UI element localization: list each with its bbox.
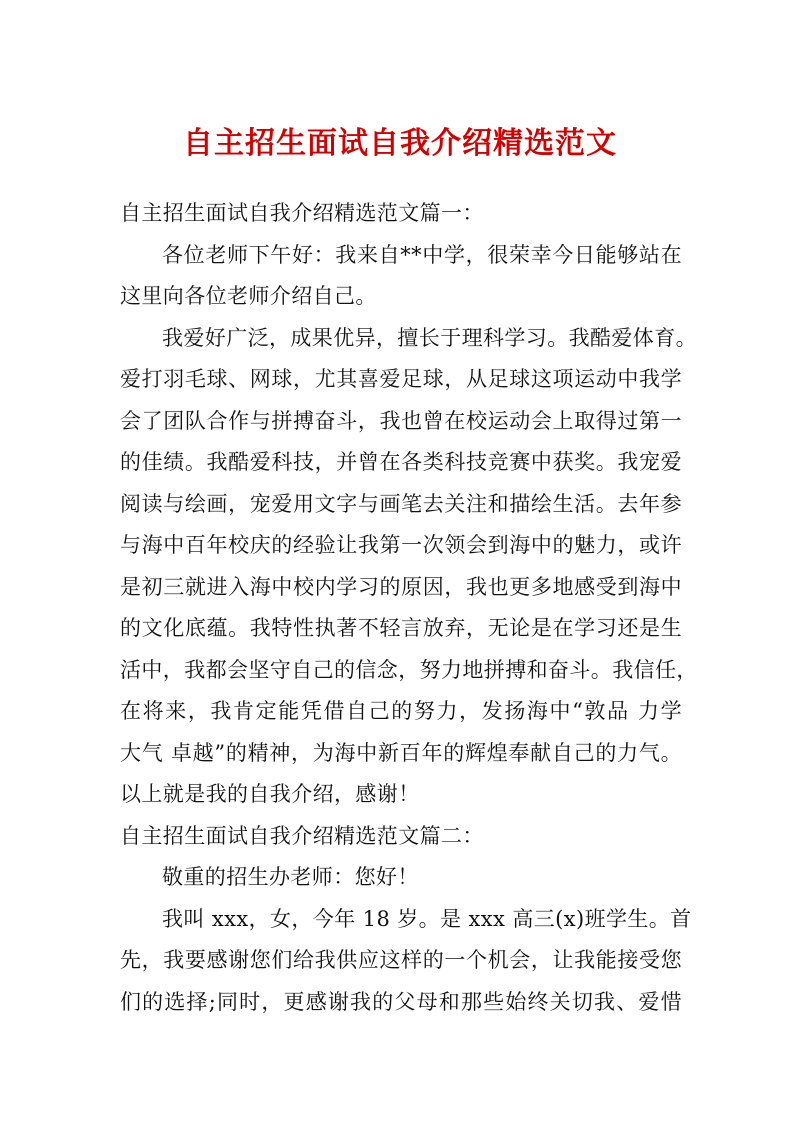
paragraph-line: 在将来，我肯定能凭借自己的努力，发扬海中“敦品 力学 (120, 699, 682, 723)
paragraph-line: 阅读与绘画，宠爱用文字与画笔去关注和描绘生活。去年参 (120, 491, 682, 516)
paragraph-line: 各位老师下午好：我来自**中学，很荣幸今日能够站在 (162, 242, 682, 267)
document-title: 自主招生面试自我介绍精选范文 (183, 126, 617, 161)
paragraph-line: 我爱好广泛，成果优异，擅长于理科学习。我酷爱体育。 (162, 325, 697, 350)
paragraph-line: 们的选择;同时，更感谢我的父母和那些始终关切我、爱惜 (120, 989, 682, 1014)
section-heading-1: 自主招生面试自我介绍精选范文篇一： (120, 201, 484, 225)
paragraph-line: 是初三就进入海中校内学习的原因，我也更多地感受到海中 (120, 574, 682, 599)
paragraph-line: 爱打羽毛球、网球，尤其喜爱足球，从足球这项运动中我学 (120, 367, 682, 391)
paragraph-line: 这里向各位老师介绍自己。 (120, 284, 377, 308)
paragraph-line: 大气 卓越”的精神，为海中新百年的辉煌奉献自己的力气。 (120, 740, 682, 765)
document-body (120, 193, 698, 1023)
paragraph-line: 与海中百年校庆的经验让我第一次领会到海中的魅力，或许 (120, 533, 682, 557)
paragraph-line: 会了团队合作与拼搏奋斗，我也曾在校运动会上取得过第一 (120, 408, 682, 433)
paragraph-line: 活中，我都会坚守自己的信念，努力地拼搏和奋斗。我信任， (120, 657, 698, 682)
section-heading-2: 自主招生面试自我介绍精选范文篇二： (120, 823, 484, 848)
paragraph-line: 的佳绩。我酷爱科技，并曾在各类科技竞赛中获奖。我宠爱 (120, 450, 682, 474)
paragraph-line: 的文化底蕴。我特性执著不轻言放弃，无论是在学习还是生 (120, 616, 682, 640)
paragraph-line: 敬重的招生办老师：您好！ (162, 865, 419, 889)
paragraph-line: 先，我要感谢您们给我供应这样的一个机会，让我能接受您 (120, 948, 682, 972)
paragraph-line: 以上就是我的自我介绍，感谢！ (120, 782, 420, 806)
paragraph-line: 我叫 xxx，女，今年 18 岁。是 xxx 高三(x)班学生。首 (162, 906, 692, 931)
